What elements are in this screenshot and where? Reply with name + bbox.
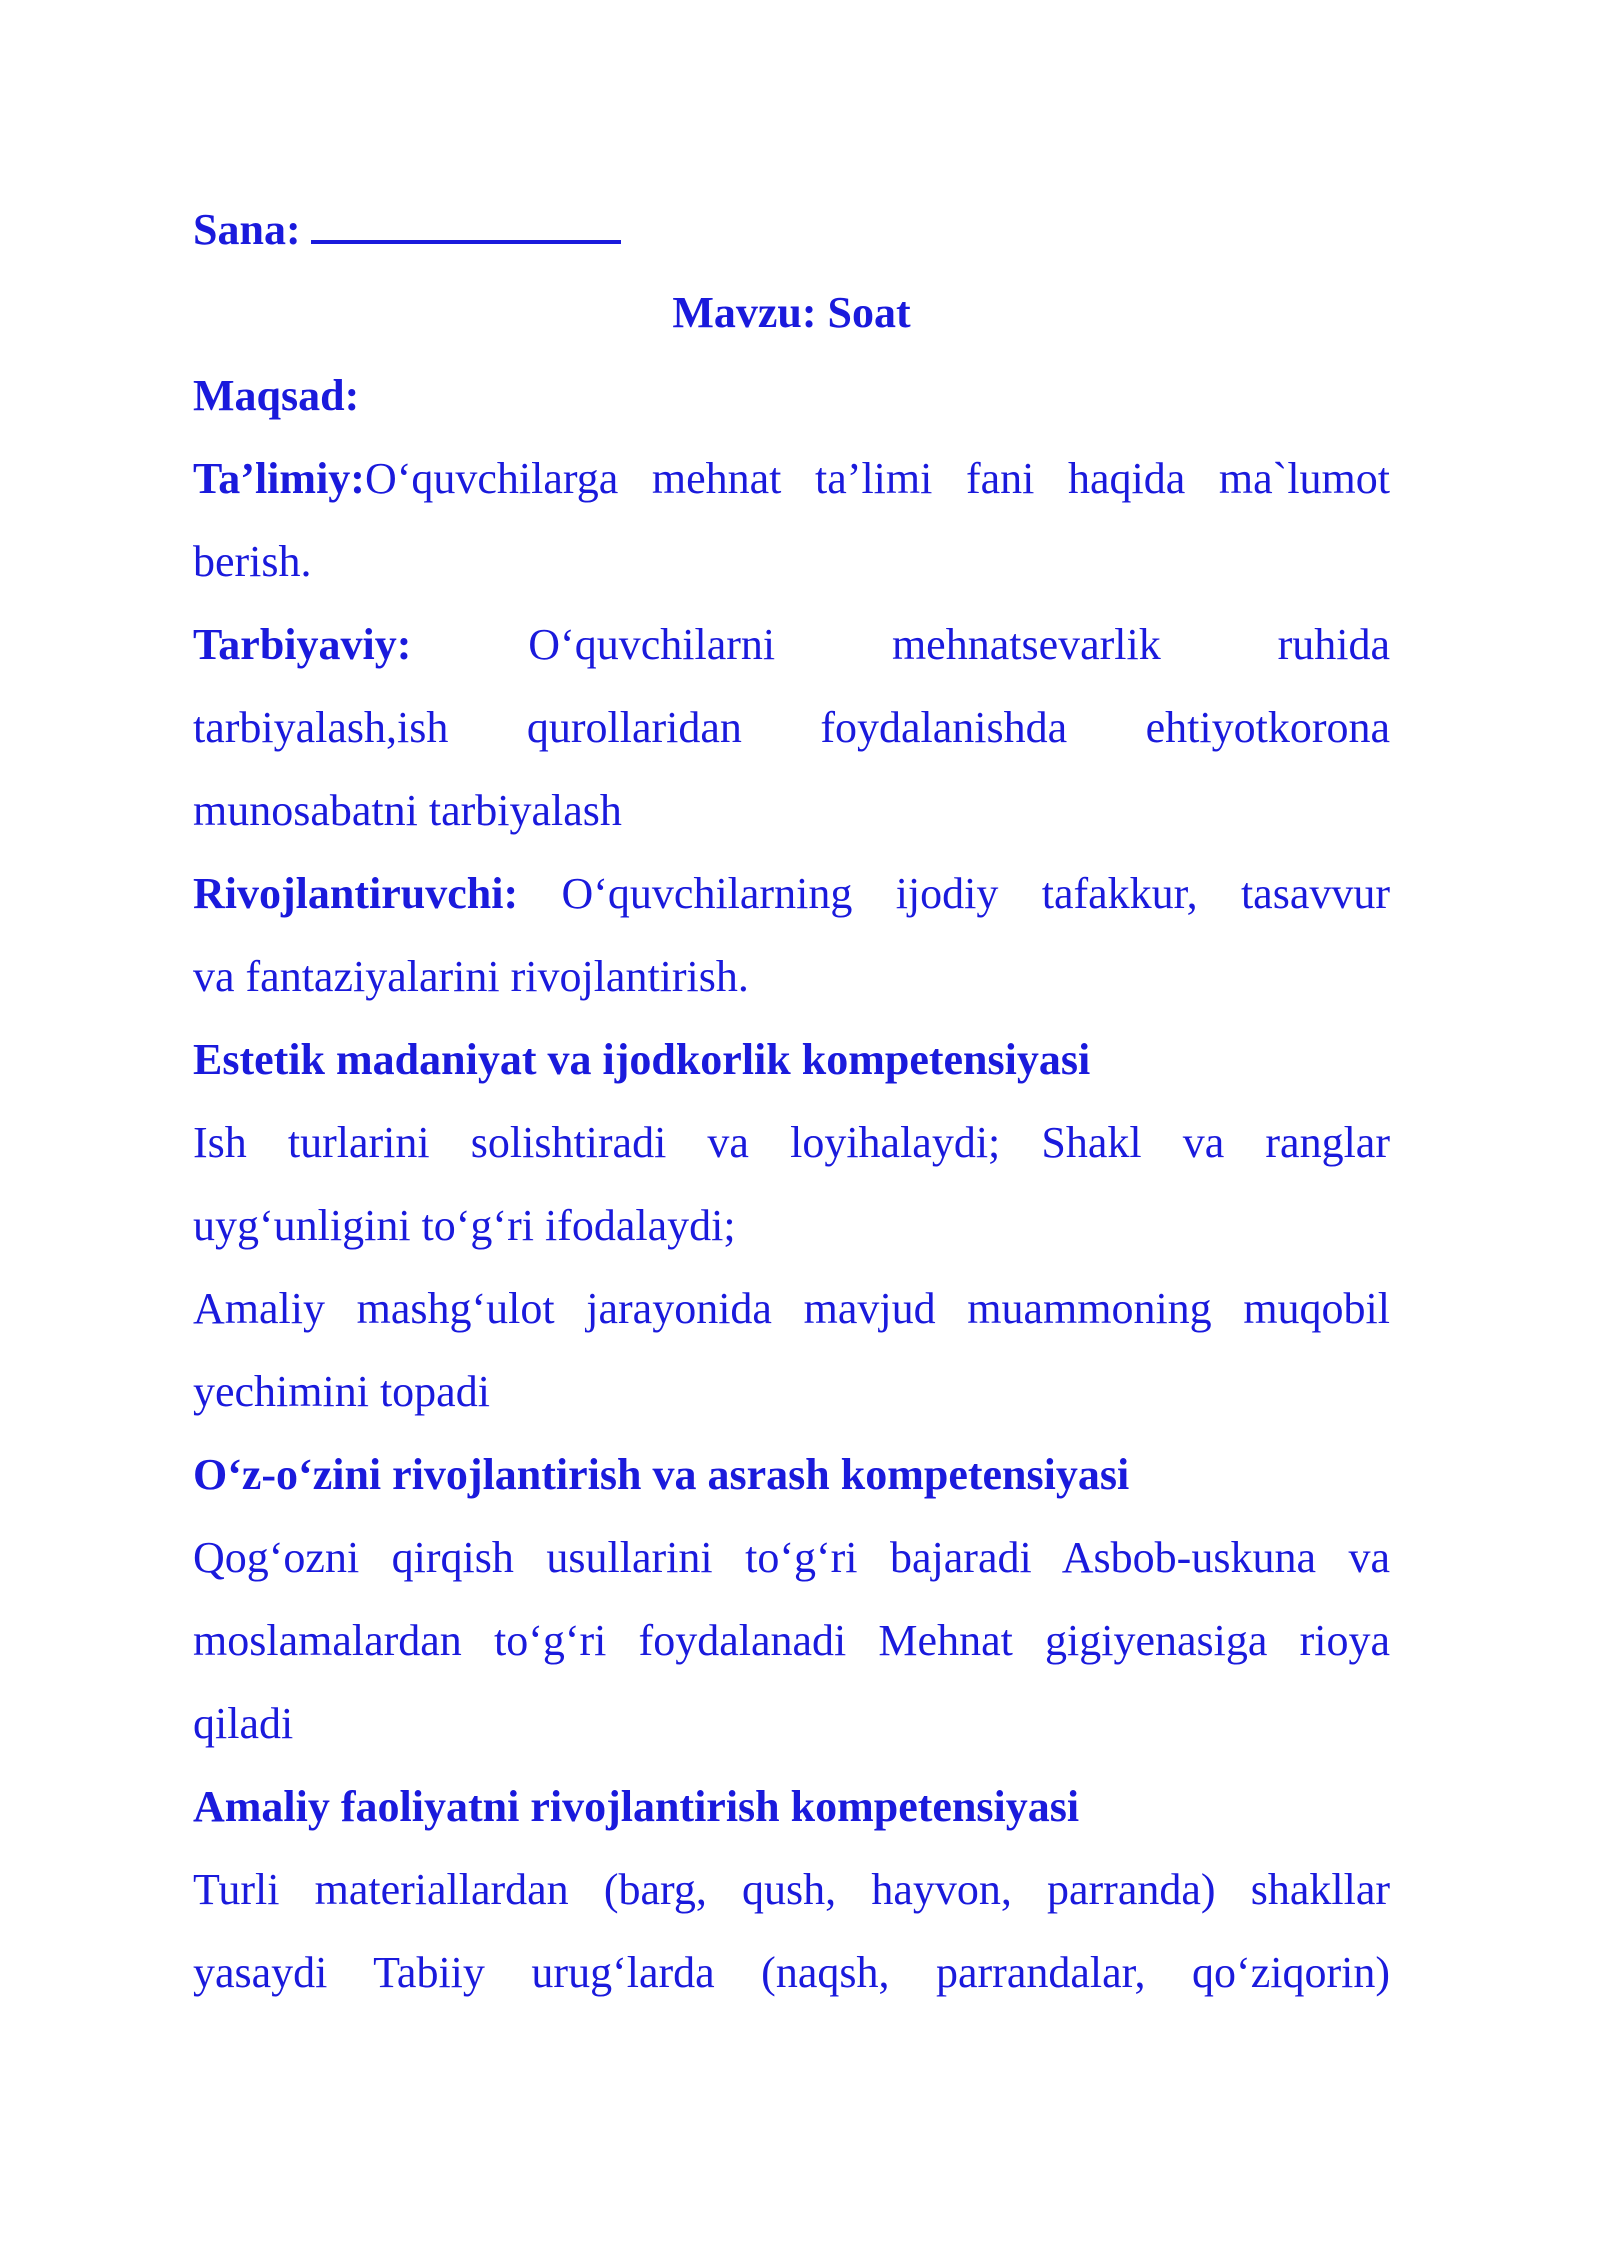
self-development-line3: qiladi [193,1699,294,1748]
upbringing-goal-line3: munosabatni tarbiyalash [193,786,622,835]
lesson-plan-page [193,188,1390,2014]
practical-heading: Amaliy faoliyatni rivojlantirish kompetensiyasi [193,1782,1080,1831]
goal-heading: Maqsad: [193,371,360,420]
upbringing-label: Tarbiyaviy: [193,620,412,669]
developmental-text: O‘quvchilarning ijodiy tafakkur, tasavvur [561,869,1391,918]
self-development-line2: moslamalardan to‘g‘ri foydalanadi Mehnat gigiyenasiga rioya [193,1616,1390,1665]
date-line [193,188,1390,271]
date-blank-field [311,200,621,244]
aesthetic-heading: Estetik madaniyat va ijodkorlik kompetensiyasi [193,1035,1091,1084]
upbringing-goal-line2 [193,686,1390,769]
upbringing-word: ruhida [1277,620,1391,669]
upbringing-word: mehnatsevarlik [891,620,1161,669]
educational-label: Ta’limiy: [193,454,365,503]
educational-text: O‘quvchilarga mehnat ta’limi fani haqida ma`lumot [364,454,1390,503]
educational-goal-line1 [193,437,1390,520]
aesthetic-p1-line2: uyg‘unligini to‘g‘ri ifodalaydi; [193,1201,736,1250]
date-label: Sana: [193,205,301,254]
aesthetic-p1-line1: Ish turlarini solishtiradi va loyihalaydi; Shakl va ranglar [193,1118,1390,1167]
developmental-label: Rivojlantiruvchi: [193,869,519,918]
developmental-goal-line1 [193,852,1390,935]
practical-line2: yasaydi Tabiiy urug‘larda (naqsh, parrandalar, qo‘ziqorin) [193,1948,1390,1997]
upbringing-goal-line1 [193,603,1390,686]
upbringing-word: O‘quvchilarni [528,620,776,669]
self-development-heading: O‘z-o‘zini rivojlantirish va asrash kompetensiyasi [193,1450,1130,1499]
educational-goal-line2: berish. [193,537,312,586]
upbringing-word: ehtiyotkorona [1145,703,1390,752]
self-development-line1: Qog‘ozni qirqish usullarini to‘g‘ri bajaradi Asbob-uskuna va [193,1533,1390,1582]
upbringing-word: foydalanishda [820,703,1068,752]
developmental-goal-line2: va fantaziyalarini rivojlantirish. [193,952,749,1001]
topic-title: Mavzu: Soat [672,288,911,337]
practical-line1: Turli materiallardan (barg, qush, hayvon, parranda) shakllar [193,1865,1390,1914]
upbringing-word: tarbiyalash,ish [193,703,449,752]
upbringing-word: qurollaridan [526,703,742,752]
aesthetic-p2-line2: yechimini topadi [193,1367,490,1416]
aesthetic-p2-line1: Amaliy mashg‘ulot jarayonida mavjud muammoning muqobil [193,1284,1390,1333]
